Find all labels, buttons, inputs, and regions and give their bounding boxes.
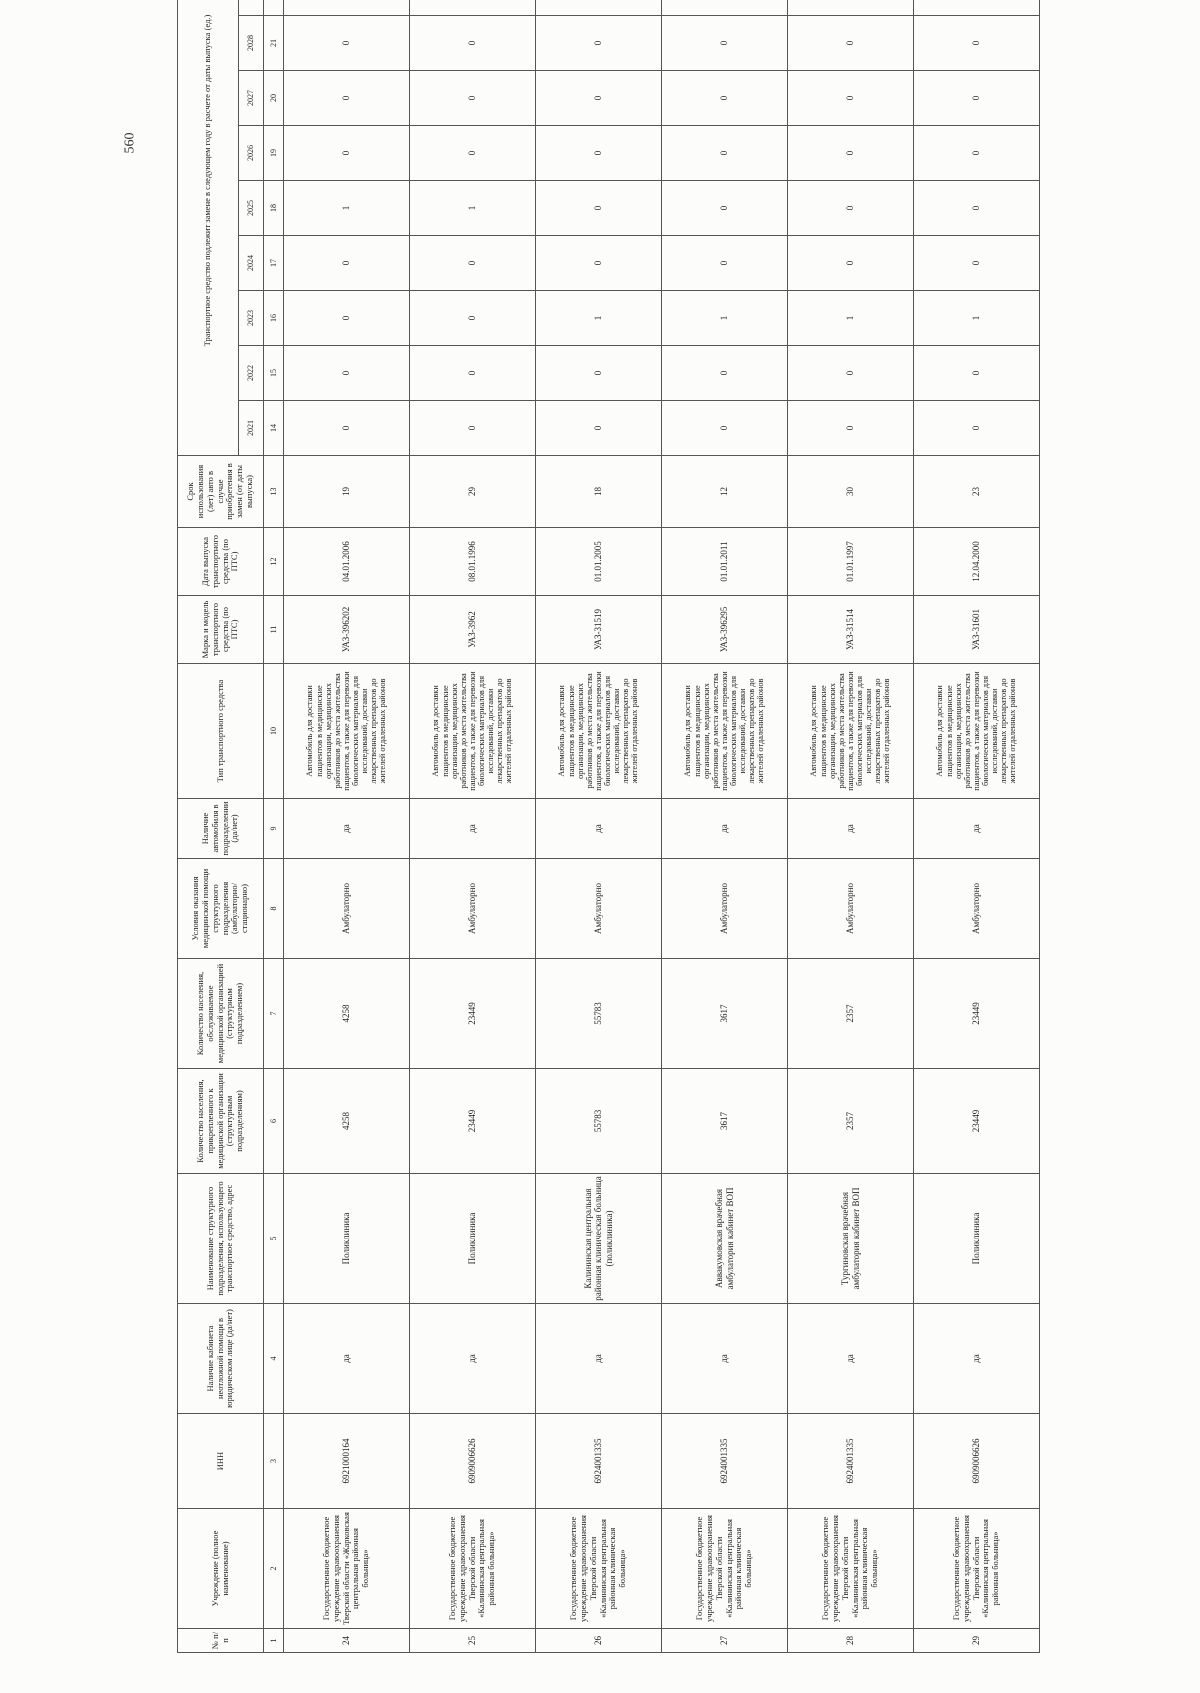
header-year: 2027 bbox=[239, 71, 264, 126]
cell-year-value: 0 bbox=[410, 16, 536, 71]
cell-num: 26 bbox=[536, 1629, 662, 1653]
header-year: 2028 bbox=[239, 16, 264, 71]
header-service-life: Срок использования (лет) авто в случае приобретения в замен (от даты выпуска) bbox=[178, 456, 264, 528]
column-number: 11 bbox=[264, 596, 284, 664]
cell-institution: Государственное бюджетное учреждение здравоохранения Тверской области «Калининская центральная районная клиническая больница» bbox=[536, 1509, 662, 1629]
column-number: 10 bbox=[264, 664, 284, 799]
cell-year-value: 0 bbox=[284, 236, 410, 291]
cell-year-value: 0 bbox=[914, 181, 1040, 236]
cell-year-value: 1 bbox=[788, 291, 914, 346]
cell-brand-model: УАЗ-31514 bbox=[788, 596, 914, 664]
cell-inn: 6924001335 bbox=[788, 1414, 914, 1509]
cell-release-date: 12.04.2000 bbox=[914, 528, 1040, 596]
cell-year-value: 0 bbox=[410, 71, 536, 126]
table-row bbox=[536, 0, 662, 1653]
column-number: 6 bbox=[264, 1069, 284, 1174]
cell-population-served: 2357 bbox=[788, 959, 914, 1069]
cell-year-value bbox=[788, 0, 914, 16]
cell-year-value: 0 bbox=[788, 346, 914, 401]
cell-care-conditions: Амбулаторно bbox=[284, 859, 410, 959]
cell-service-life: 30 bbox=[788, 456, 914, 528]
column-number: 1 bbox=[264, 1629, 284, 1653]
cell-subdivision: Поликлиника bbox=[284, 1174, 410, 1304]
header-year: 2021 bbox=[239, 401, 264, 456]
header-year bbox=[239, 0, 264, 16]
cell-care-conditions: Амбулаторно bbox=[788, 859, 914, 959]
header-brand-model: Марка и модель транспортного средства (по ПТС) bbox=[178, 596, 264, 664]
cell-brand-model: УАЗ-31601 bbox=[914, 596, 1040, 664]
cell-institution: Государственное бюджетное учреждение здравоохранения Тверской области «Калининская центральная районная клиническая больница» bbox=[788, 1509, 914, 1629]
cell-year-value: 0 bbox=[410, 291, 536, 346]
cell-release-date: 01.01.2005 bbox=[536, 528, 662, 596]
cell-inn: 6924001335 bbox=[536, 1414, 662, 1509]
header-care-conditions: Условия оказания медицинской помощи структурного подразделения (амбулаторно/стационарно) bbox=[178, 859, 264, 959]
cell-release-date: 01.01.2011 bbox=[662, 528, 788, 596]
cell-subdivision: Аввакумовская врачебная амбулатория кабинет ВОП bbox=[662, 1174, 788, 1304]
cell-year-value: 0 bbox=[914, 401, 1040, 456]
column-number: 20 bbox=[264, 71, 284, 126]
table-row bbox=[410, 0, 536, 1653]
cell-year-value: 0 bbox=[284, 346, 410, 401]
cell-brand-model: УАЗ-396202 bbox=[284, 596, 410, 664]
cell-vehicle-type: Автомобиль для доставки пациентов в медицинские организации, медицинских работников до места жительства пациентов, а также для перевозки биологических материалов для исследований, доставки лекарственных препаратов до жителей отдаленных районов bbox=[662, 664, 788, 799]
cell-year-value: 0 bbox=[788, 126, 914, 181]
header-subdivision-name: Наименование структурного подразделения, использующего транспортное средство, адрес bbox=[178, 1174, 264, 1304]
cell-year-value: 0 bbox=[662, 236, 788, 291]
cell-institution: Государственное бюджетное учреждение здравоохранения Тверской области «Калининская центральная районная больница» bbox=[914, 1509, 1040, 1629]
cell-num: 24 bbox=[284, 1629, 410, 1653]
cell-year-value: 1 bbox=[536, 291, 662, 346]
cell-population-served: 23449 bbox=[410, 959, 536, 1069]
cell-service-life: 18 bbox=[536, 456, 662, 528]
cell-year-value: 0 bbox=[788, 16, 914, 71]
cell-service-life: 23 bbox=[914, 456, 1040, 528]
cell-year-value: 0 bbox=[914, 16, 1040, 71]
rotated-table-wrapper bbox=[177, 14, 1039, 1653]
column-numbers-row bbox=[264, 0, 284, 1653]
cell-year-value: 0 bbox=[788, 236, 914, 291]
cell-year-value: 0 bbox=[284, 291, 410, 346]
cell-vehicle-type: Автомобиль для доставки пациентов в медицинские организации, медицинских работников до места жительства пациентов, а также для перевозки биологических материалов для исследований, доставки лекарственных препаратов до жителей отдаленных районов bbox=[536, 664, 662, 799]
cell-num: 29 bbox=[914, 1629, 1040, 1653]
column-number: 4 bbox=[264, 1304, 284, 1414]
cell-service-life: 12 bbox=[662, 456, 788, 528]
cell-year-value: 1 bbox=[284, 181, 410, 236]
cell-service-life: 19 bbox=[284, 456, 410, 528]
cell-year-value: 0 bbox=[788, 401, 914, 456]
cell-population-attached: 55783 bbox=[536, 1069, 662, 1174]
cell-year-value: 0 bbox=[410, 126, 536, 181]
cell-vehicle-type: Автомобиль для доставки пациентов в медицинские организации, медицинских работников до места жительства пациентов, а также для перевозки биологических материалов для исследований, доставки лекарственных препаратов до жителей отдаленных районов bbox=[914, 664, 1040, 799]
cell-num: 28 bbox=[788, 1629, 914, 1653]
cell-emergency-cabinet: да bbox=[662, 1304, 788, 1414]
cell-care-conditions: Амбулаторно bbox=[536, 859, 662, 959]
cell-vehicle-type: Автомобиль для доставки пациентов в медицинские организации, медицинских работников до места жительства пациентов, а также для перевозки биологических материалов для исследований, доставки лекарственных препаратов до жителей отдаленных районов bbox=[410, 664, 536, 799]
column-number: 7 bbox=[264, 959, 284, 1069]
cell-service-life: 29 bbox=[410, 456, 536, 528]
vehicle-replacement-table bbox=[177, 0, 1040, 1653]
cell-year-value: 0 bbox=[662, 71, 788, 126]
cell-emergency-cabinet: да bbox=[914, 1304, 1040, 1414]
cell-year-value: 0 bbox=[662, 181, 788, 236]
cell-vehicle-type: Автомобиль для доставки пациентов в медицинские организации, медицинских работников до места жительства пациентов, а также для перевозки биологических материалов для исследований, доставки лекарственных препаратов до жителей отдаленных районов bbox=[788, 664, 914, 799]
cell-institution: Государственное бюджетное учреждение здравоохранения Тверской области «Жарковская центральная районная больница» bbox=[284, 1509, 410, 1629]
header-replacement-group: Транспортное средство подлежит замене в следующем году в расчете от даты выпуска (ед.) bbox=[178, 0, 239, 456]
cell-subdivision: Тургиновская врачебная амбулатория кабинет ВОП bbox=[788, 1174, 914, 1304]
cell-year-value: 0 bbox=[914, 71, 1040, 126]
header-vehicle-type: Тип транспортного средства bbox=[178, 664, 264, 799]
page-number: 560 bbox=[122, 132, 138, 154]
column-number: 12 bbox=[264, 528, 284, 596]
cell-year-value: 0 bbox=[788, 71, 914, 126]
cell-year-value: 0 bbox=[914, 126, 1040, 181]
cell-year-value: 0 bbox=[662, 346, 788, 401]
cell-year-value: 0 bbox=[536, 346, 662, 401]
header-year: 2025 bbox=[239, 181, 264, 236]
cell-care-conditions: Амбулаторно bbox=[914, 859, 1040, 959]
cell-inn: 6921000164 bbox=[284, 1414, 410, 1509]
cell-subdivision: Поликлиника bbox=[914, 1174, 1040, 1304]
cell-year-value: 0 bbox=[536, 181, 662, 236]
header-release-date: Дата выпуска транспортного средства (по ПТС) bbox=[178, 528, 264, 596]
cell-subdivision: Калининская центральная районная клиническая больница (поликлиника) bbox=[536, 1174, 662, 1304]
cell-inn: 6909006626 bbox=[914, 1414, 1040, 1509]
cell-year-value: 0 bbox=[536, 401, 662, 456]
column-number: 21 bbox=[264, 16, 284, 71]
cell-institution: Государственное бюджетное учреждение здравоохранения Тверской области «Калининская центральная районная клиническая больница» bbox=[662, 1509, 788, 1629]
cell-year-value: 0 bbox=[914, 236, 1040, 291]
column-number: 5 bbox=[264, 1174, 284, 1304]
cell-num: 27 bbox=[662, 1629, 788, 1653]
cell-emergency-cabinet: да bbox=[788, 1304, 914, 1414]
cell-num: 25 bbox=[410, 1629, 536, 1653]
column-number: 17 bbox=[264, 236, 284, 291]
cell-year-value: 0 bbox=[410, 346, 536, 401]
cell-institution: Государственное бюджетное учреждение здравоохранения Тверской области «Калининская центральная районная больница» bbox=[410, 1509, 536, 1629]
cell-population-attached: 3617 bbox=[662, 1069, 788, 1174]
cell-car-available: да bbox=[410, 799, 536, 859]
cell-car-available: да bbox=[536, 799, 662, 859]
cell-care-conditions: Амбулаторно bbox=[662, 859, 788, 959]
cell-population-attached: 4258 bbox=[284, 1069, 410, 1174]
cell-inn: 6924001335 bbox=[662, 1414, 788, 1509]
cell-population-served: 4258 bbox=[284, 959, 410, 1069]
cell-release-date: 01.01.1997 bbox=[788, 528, 914, 596]
cell-year-value: 0 bbox=[536, 71, 662, 126]
table-body bbox=[284, 0, 1040, 1653]
column-number: 14 bbox=[264, 401, 284, 456]
column-number bbox=[264, 0, 284, 16]
header-emergency-cabinet: Наличие кабинета неотложной помощи в юридическом лице (да/нет) bbox=[178, 1304, 264, 1414]
table-row bbox=[914, 0, 1040, 1653]
cell-population-attached: 2357 bbox=[788, 1069, 914, 1174]
cell-subdivision: Поликлиника bbox=[410, 1174, 536, 1304]
cell-brand-model: УАЗ-396295 bbox=[662, 596, 788, 664]
header-year: 2026 bbox=[239, 126, 264, 181]
table-row bbox=[284, 0, 410, 1653]
header-car-available: Наличие автомобиля в подразделении (да/нет) bbox=[178, 799, 264, 859]
cell-population-attached: 23449 bbox=[410, 1069, 536, 1174]
cell-year-value bbox=[662, 0, 788, 16]
cell-year-value: 0 bbox=[662, 16, 788, 71]
cell-year-value: 1 bbox=[662, 291, 788, 346]
cell-release-date: 04.01.2006 bbox=[284, 528, 410, 596]
cell-year-value: 0 bbox=[914, 346, 1040, 401]
cell-year-value: 0 bbox=[788, 181, 914, 236]
column-number: 9 bbox=[264, 799, 284, 859]
cell-year-value: 1 bbox=[410, 181, 536, 236]
cell-year-value: 0 bbox=[662, 126, 788, 181]
cell-emergency-cabinet: да bbox=[284, 1304, 410, 1414]
cell-year-value: 0 bbox=[536, 16, 662, 71]
cell-inn: 6909006626 bbox=[410, 1414, 536, 1509]
cell-population-attached: 23449 bbox=[914, 1069, 1040, 1174]
cell-year-value: 0 bbox=[410, 236, 536, 291]
header-population-served: Количество населения, обслуживаемое медицинской организацией (структурным подразделением) bbox=[178, 959, 264, 1069]
header-year: 2022 bbox=[239, 346, 264, 401]
cell-year-value: 0 bbox=[536, 236, 662, 291]
cell-vehicle-type: Автомобиль для доставки пациентов в медицинские организации, медицинских работников до места жительства пациентов, а также для перевозки биологических материалов для исследований, доставки лекарственных препаратов до жителей отдаленных районов bbox=[284, 664, 410, 799]
cell-car-available: да bbox=[788, 799, 914, 859]
cell-release-date: 08.01.1996 bbox=[410, 528, 536, 596]
header-year: 2023 bbox=[239, 291, 264, 346]
cell-population-served: 23449 bbox=[914, 959, 1040, 1069]
header-row bbox=[178, 0, 239, 1653]
cell-emergency-cabinet: да bbox=[410, 1304, 536, 1414]
cell-year-value bbox=[536, 0, 662, 16]
column-number: 8 bbox=[264, 859, 284, 959]
cell-year-value: 0 bbox=[284, 71, 410, 126]
cell-brand-model: УАЗ-31519 bbox=[536, 596, 662, 664]
cell-brand-model: УАЗ-3962 bbox=[410, 596, 536, 664]
column-number: 16 bbox=[264, 291, 284, 346]
cell-year-value bbox=[410, 0, 536, 16]
cell-year-value: 1 bbox=[914, 291, 1040, 346]
cell-year-value: 0 bbox=[662, 401, 788, 456]
table-row bbox=[788, 0, 914, 1653]
header-population-attached: Количество населения, прикрепленного к медицинской организации (структурным подразделениям) bbox=[178, 1069, 264, 1174]
column-number: 19 bbox=[264, 126, 284, 181]
cell-year-value bbox=[914, 0, 1040, 16]
cell-year-value: 0 bbox=[536, 126, 662, 181]
table-row bbox=[662, 0, 788, 1653]
column-number: 18 bbox=[264, 181, 284, 236]
header-num: № п/п bbox=[178, 1629, 264, 1653]
cell-year-value: 0 bbox=[284, 16, 410, 71]
cell-population-served: 3617 bbox=[662, 959, 788, 1069]
header-inn: ИНН bbox=[178, 1414, 264, 1509]
cell-car-available: да bbox=[662, 799, 788, 859]
header-institution: Учреждение (полное наименование) bbox=[178, 1509, 264, 1629]
column-number: 2 bbox=[264, 1509, 284, 1629]
cell-population-served: 55783 bbox=[536, 959, 662, 1069]
cell-car-available: да bbox=[914, 799, 1040, 859]
column-number: 13 bbox=[264, 456, 284, 528]
cell-care-conditions: Амбулаторно bbox=[410, 859, 536, 959]
column-number: 15 bbox=[264, 346, 284, 401]
cell-year-value: 0 bbox=[284, 126, 410, 181]
cell-car-available: да bbox=[284, 799, 410, 859]
cell-year-value: 0 bbox=[410, 401, 536, 456]
cell-year-value: 0 bbox=[284, 401, 410, 456]
cell-year-value bbox=[284, 0, 410, 16]
header-year: 2024 bbox=[239, 236, 264, 291]
column-number: 3 bbox=[264, 1414, 284, 1509]
cell-emergency-cabinet: да bbox=[536, 1304, 662, 1414]
